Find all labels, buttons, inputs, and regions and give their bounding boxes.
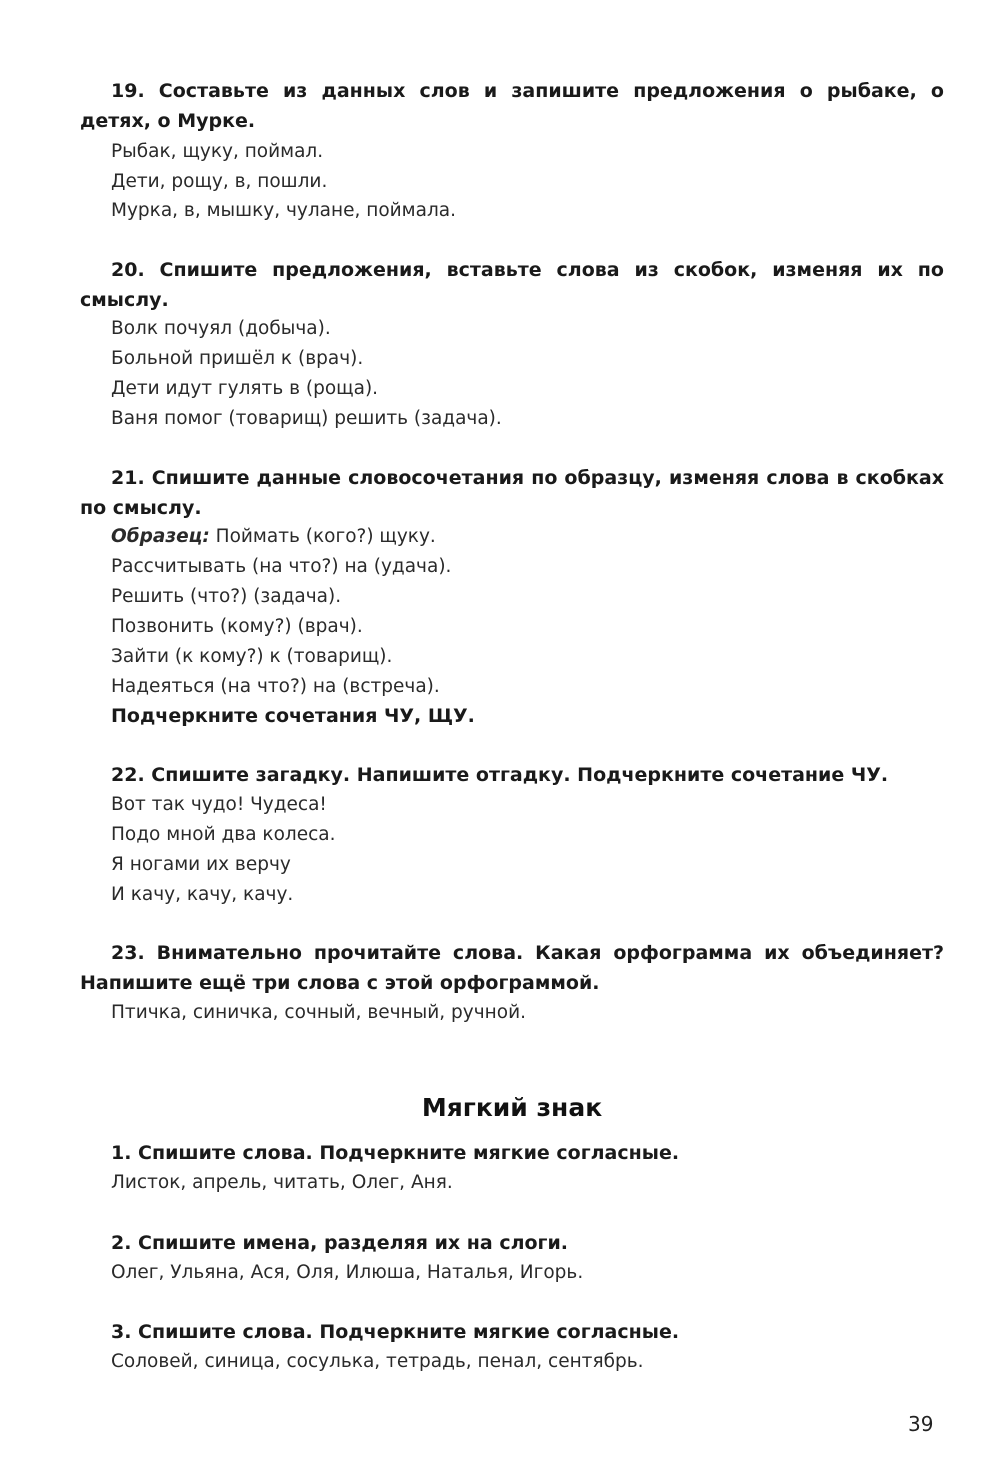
task-20-title: 20. Спишите предложения, вставьте слова из скобок, изменяя их по смыслу. (80, 259, 944, 311)
task-19-line-3: Мурка, в, мышку, чулане, поймала. (111, 200, 457, 221)
task-19-title: 19. Составьте из данных слов и запишите предложения о рыбаке, о детях, о Мурке. (80, 80, 944, 132)
soft-sign-task-1-title: 1. Спишите слова. Подчеркните мягкие согласные. (111, 1142, 680, 1164)
task-20-line-1: Волк почуял (добыча). (111, 318, 331, 339)
task-23-line-1: Птичка, синичка, сочный, вечный, ручной. (111, 1002, 526, 1023)
soft-sign-task-3-line: Соловей, синица, сосулька, тетрадь, пенал, сентябрь. (111, 1351, 644, 1372)
task-23-title: 23. Внимательно прочитайте слова. Какая орфограмма их объединяет? Напишите ещё три слова с этой орфограммой. (80, 942, 944, 994)
task-21-line-1: Рассчитывать (на что?) на (удача). (111, 556, 452, 577)
task-20-line-4: Ваня помог (товарищ) решить (задача). (111, 408, 502, 429)
soft-sign-task-1-line: Листок, апрель, читать, Олег, Аня. (111, 1172, 453, 1193)
task-21-title: 21. Спишите данные словосочетания по образцу, изменяя слова в скобках по смыслу. (80, 467, 944, 519)
page-number: 39 (908, 1412, 934, 1436)
section-heading: Мягкий знак (421, 1093, 603, 1122)
task-22-line-1: Вот так чудо! Чудеса! (111, 794, 327, 815)
task-21-line-5: Надеяться (на что?) на (встреча). (111, 676, 440, 697)
task-19-line-2: Дети, рощу, в, пошли. (111, 171, 328, 192)
task-22-line-2: Подо мной два колеса. (111, 824, 336, 845)
task-21-note: Подчеркните сочетания ЧУ, ЩУ. (111, 705, 475, 727)
task-20-line-3: Дети идут гулять в (роща). (111, 378, 379, 399)
task-19-line-1: Рыбак, щуку, поймал. (111, 141, 324, 162)
task-22-line-4: И качу, качу, качу. (111, 884, 294, 905)
task-20-line-2: Больной пришёл к (врач). (111, 348, 364, 369)
sample-label: Образец: (111, 526, 210, 547)
sample-text: Поймать (кого?) щуку. (209, 526, 436, 547)
task-21-sample (111, 525, 436, 549)
task-22-line-3: Я ногами их верчу (111, 854, 291, 875)
soft-sign-task-2-title: 2. Спишите имена, разделяя их на слоги. (111, 1232, 569, 1254)
task-21-line-4: Зайти (к кому?) к (товарищ). (111, 646, 393, 667)
task-21-line-2: Решить (что?) (задача). (111, 586, 342, 607)
soft-sign-task-2-line: Олег, Ульяна, Ася, Оля, Илюша, Наталья, Игорь. (111, 1262, 584, 1283)
task-22-title: 22. Спишите загадку. Напишите отгадку. Подчеркните сочетание ЧУ. (111, 764, 889, 786)
task-21-line-3: Позвонить (кому?) (врач). (111, 616, 363, 637)
soft-sign-task-3-title: 3. Спишите слова. Подчеркните мягкие согласные. (111, 1321, 680, 1343)
